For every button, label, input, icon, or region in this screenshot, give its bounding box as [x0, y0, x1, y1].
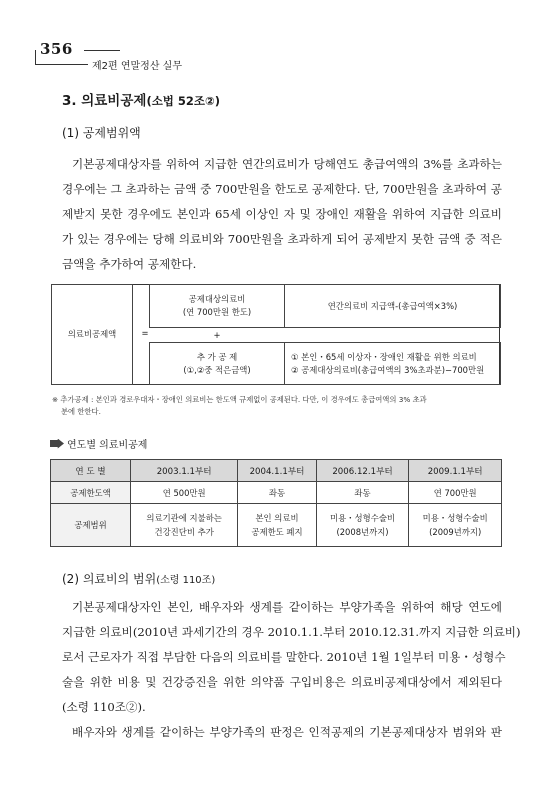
paragraph-line: 금액을 추가하여 공제한다.: [62, 257, 197, 271]
table-cell: [238, 504, 316, 547]
paragraph-line: (소령 110조②).: [62, 700, 146, 714]
subsection-2-title: [62, 570, 215, 587]
section-title-text: 3. 의료비공제: [62, 93, 147, 109]
table-cell: 좌동: [316, 482, 409, 504]
paragraph-line: 로서 근로자가 직접 부담한 다음의 의료비를 말한다. 2010년 1월 1일부터 미용・성형수: [62, 650, 506, 664]
cell-line: 공제한도 폐지: [251, 527, 303, 537]
deductible-medical-label: 공제대상의료비: [188, 294, 246, 304]
table-header-row: [51, 460, 502, 482]
subsection-2-title-text: (2) 의료비의 범위: [62, 572, 157, 586]
footnote-line: ※ 추가공제 : 본인과 경로우대자・장애인 의료비는 한도액 규제없이 공제된다. 다만, 이 경우에도 총급여액의 3% 초과: [52, 395, 427, 404]
table-cell: 공제범위: [51, 504, 131, 547]
table-header: 2009.1.1부터: [409, 460, 502, 482]
annual-medical-formula: 연간의료비 지급액-(총급여액×3%): [284, 284, 501, 328]
additional-deduction-cell: [149, 342, 285, 385]
header-rule-left: [35, 50, 36, 64]
table-row: [51, 504, 502, 547]
paragraph-line: 술을 위한 비용 및 건강증진을 위한 의약품 구입비용은 의료비공제대상에서 제외된다: [62, 675, 502, 689]
table-caption-text: 연도별 의료비공제: [67, 440, 148, 451]
paragraph-line: 지급한 의료비(2010년 과세기간의 경우 2010.1.1.부터 2010.12.31.까지 지급한 의료비): [62, 625, 521, 639]
paragraph-line: 가 있는 경우에는 당해 의료비와 700만원을 초과하게 되어 공제받지 못한 금액 중 적은: [62, 232, 502, 246]
paragraph-line: 기본공제대상자를 위하여 지급한 연간의료비가 당해연도 총급여액의 3%를 초과하는: [72, 157, 502, 171]
table-cell: 공제한도액: [51, 482, 131, 504]
plus-sign: +: [213, 329, 221, 340]
chapter-title: 제2편 연말정산 실무: [92, 61, 182, 72]
table-header: 2003.1.1부터: [131, 460, 238, 482]
cell-line: 미용・성형수술비: [422, 513, 488, 523]
table-row: [51, 482, 502, 504]
deductible-medical-limit: (연 700만원 한도): [182, 307, 252, 317]
formula-left-label: 의료비공제액: [51, 284, 133, 385]
yearly-deduction-table: [50, 459, 502, 547]
table-header: 2004.1.1부터: [238, 460, 316, 482]
paragraph-line: 배우자와 생계를 같이하는 부양가족의 판정은 인적공제의 기본공제대상자 범위와 판: [72, 725, 502, 739]
table-cell: 연 500만원: [131, 482, 238, 504]
arrow-right-icon: [50, 439, 64, 449]
additional-deduction-items: [284, 342, 501, 385]
paragraph-line: 기본공제대상자인 본인, 배우자와 생계를 같이하는 부양가족을 위하여 해당 연도에: [72, 600, 502, 614]
table-header: 연 도 별: [51, 460, 131, 482]
subsection-title: (1) 공제범위액: [62, 126, 141, 140]
table-cell: 좌동: [238, 482, 316, 504]
footnote-line: 분에 한한다.: [61, 407, 101, 416]
table-caption: [50, 436, 147, 451]
cell-line: 의료기관에 지불하는: [146, 513, 222, 523]
cell-line: (2009년까지): [429, 527, 482, 537]
cell-line: 미용・성형수술비: [330, 513, 396, 523]
section-title: [62, 89, 220, 109]
cell-line: (2008년까지): [336, 527, 389, 537]
equals-sign: =: [141, 327, 149, 338]
additional-item-1: ① 본인・65세 이상자・장애인 재활을 위한 의료비: [291, 351, 477, 362]
formula-box: [51, 284, 500, 385]
header-rule: [84, 50, 120, 51]
footnote: [52, 394, 504, 418]
table-cell: [131, 504, 238, 547]
table-cell: 연 700만원: [409, 482, 502, 504]
paragraph-line: 제받지 못한 경우에도 본인과 65세 이상인 자 및 장애인 재활을 위하여 지급한 의료비: [62, 207, 502, 221]
paragraph-deduction-range: [62, 152, 502, 277]
table-cell: [409, 504, 502, 547]
additional-item-2: ② 공제대상의료비(총급여액의 3%초과분)−700만원: [291, 364, 485, 375]
subsection-2-title-ref: (소령 110조): [156, 575, 216, 586]
paragraph-medical-scope: [62, 595, 521, 745]
header-rule-bottom: [35, 64, 88, 65]
additional-deduction-label: 추 가 공 제: [196, 351, 238, 362]
page-number: 356: [40, 40, 73, 58]
section-title-ref: (소법 52조②): [146, 94, 221, 108]
deductible-medical-cell: [149, 284, 285, 328]
cell-line: 건강진단비 추가: [154, 527, 214, 537]
additional-deduction-rule: (①,②중 적은금액): [183, 364, 251, 375]
cell-line: 본인 의료비: [255, 513, 299, 523]
paragraph-line: 경우에는 그 초과하는 금액 중 700만원을 한도로 공제한다. 단, 700만원을 초과하여 공: [62, 182, 502, 196]
table-cell: [316, 504, 409, 547]
table-header: 2006.12.1부터: [316, 460, 409, 482]
